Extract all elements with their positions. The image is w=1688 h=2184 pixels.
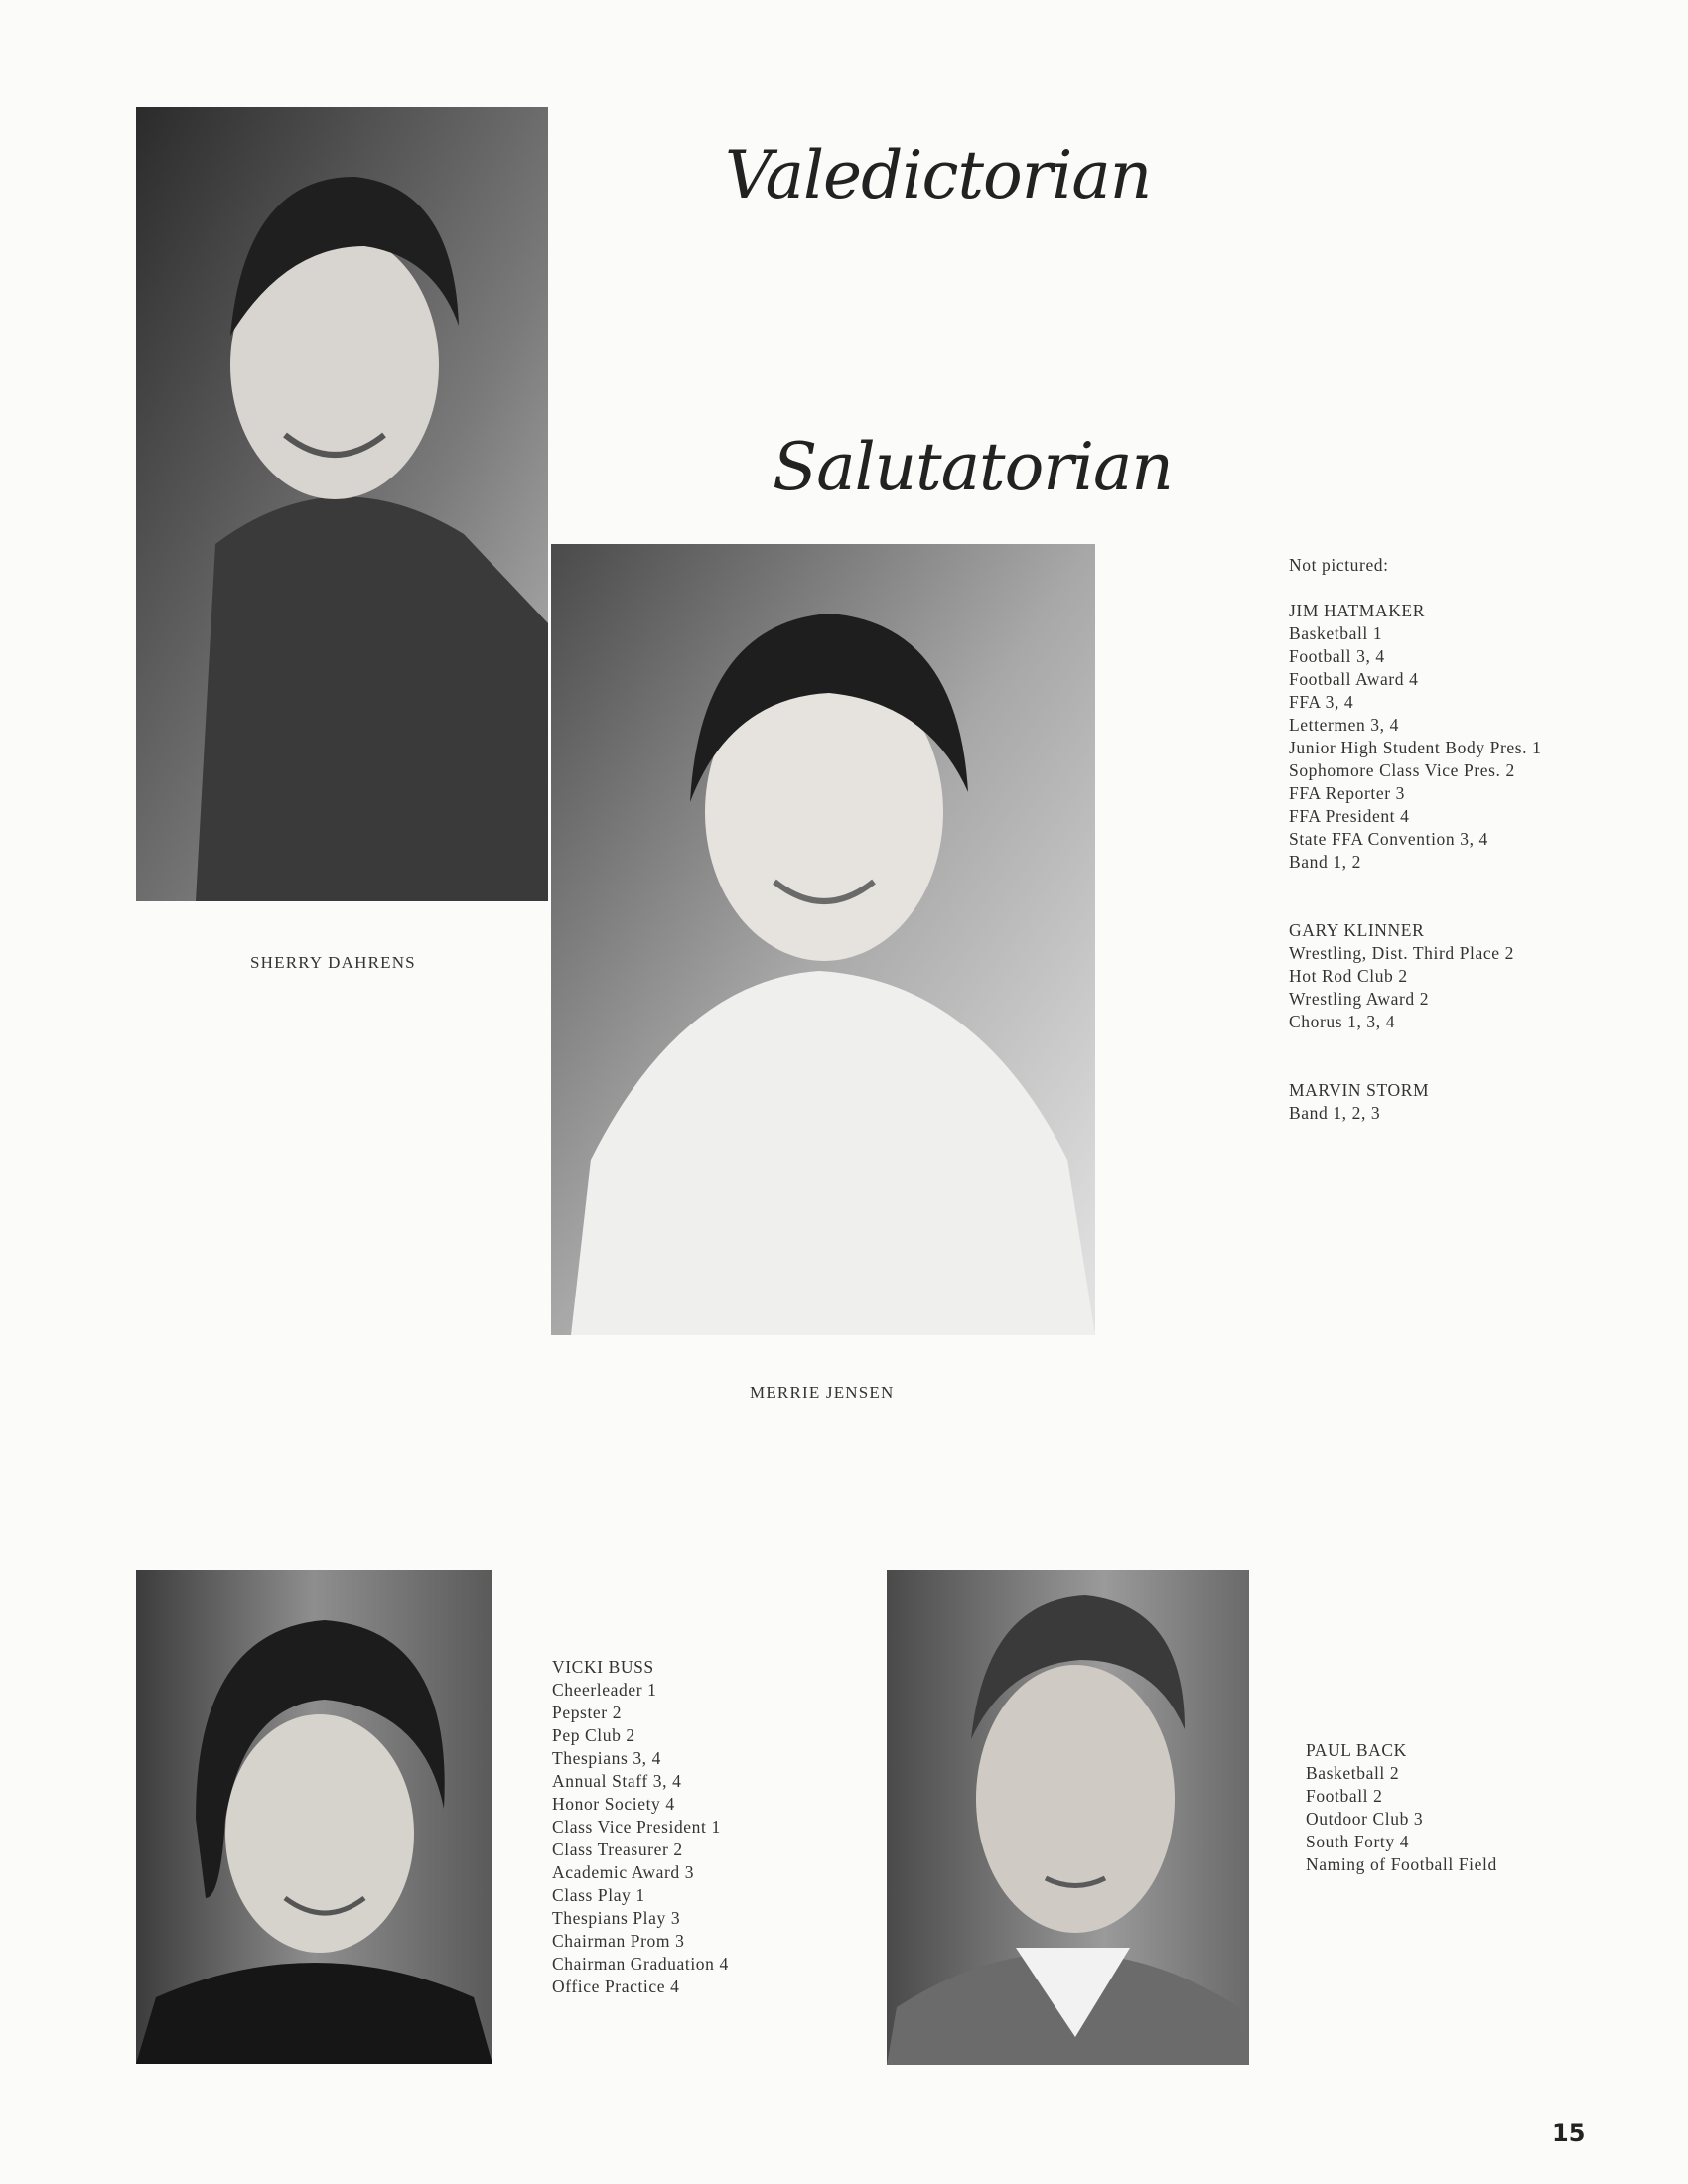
activity: Class Vice President 1 [552,1817,721,1837]
activity: Band 1, 2 [1289,852,1361,872]
salutatorian-heading: Salutatorian [773,429,1173,505]
activity: FFA President 4 [1289,806,1410,826]
activity: South Forty 4 [1306,1832,1410,1851]
activity: FFA 3, 4 [1289,692,1354,712]
activity: State FFA Convention 3, 4 [1289,829,1488,849]
salutatorian-photo [551,544,1095,1335]
activity: Hot Rod Club 2 [1289,966,1408,986]
activity: Basketball 2 [1306,1763,1400,1783]
activity: Honor Society 4 [552,1794,675,1814]
activity: Junior High Student Body Pres. 1 [1289,738,1542,757]
activity: Pepster 2 [552,1703,623,1722]
activity: Chairman Graduation 4 [552,1954,729,1974]
student-name: PAUL BACK [1306,1740,1407,1760]
activity: FFA Reporter 3 [1289,783,1405,803]
not-pictured-label: Not pictured: [1289,555,1389,575]
activity: Class Treasurer 2 [552,1840,683,1859]
activity: Football Award 4 [1289,669,1419,689]
senior-info-vicki-buss [552,1656,729,1998]
page-number: 15 [1552,2119,1586,2147]
activity: Outdoor Club 3 [1306,1809,1424,1829]
activity: Thespians Play 3 [552,1908,681,1928]
activity: Wrestling Award 2 [1289,989,1430,1009]
student-name: VICKI BUSS [552,1657,654,1677]
activity: Thespians 3, 4 [552,1748,661,1768]
activity: Cheerleader 1 [552,1680,657,1700]
student-name: JIM HATMAKER [1289,601,1425,620]
activity: Football 2 [1306,1786,1383,1806]
valedictorian-heading: Valedictorian [725,137,1152,213]
activity: Football 3, 4 [1289,646,1385,666]
student-name: GARY KLINNER [1289,920,1425,940]
senior-photo-paul-back [887,1570,1249,2065]
not-pictured-list [1289,554,1541,1125]
activity: Lettermen 3, 4 [1289,715,1399,735]
senior-photo-vicki-buss [136,1570,492,2064]
activity: Chairman Prom 3 [552,1931,685,1951]
activity: Naming of Football Field [1306,1854,1497,1874]
activity: Office Practice 4 [552,1977,680,1996]
activity: Band 1, 2, 3 [1289,1103,1381,1123]
student-name: MARVIN STORM [1289,1080,1430,1100]
valedictorian-photo [136,107,548,901]
salutatorian-name: MERRIE JENSEN [750,1383,895,1402]
activity: Chorus 1, 3, 4 [1289,1012,1396,1031]
activity: Academic Award 3 [552,1862,695,1882]
activity: Basketball 1 [1289,623,1383,643]
activity: Class Play 1 [552,1885,645,1905]
activity: Sophomore Class Vice Pres. 2 [1289,760,1515,780]
valedictorian-name: SHERRY DAHRENS [250,953,416,972]
activity: Wrestling, Dist. Third Place 2 [1289,943,1514,963]
activity: Annual Staff 3, 4 [552,1771,682,1791]
activity: Pep Club 2 [552,1725,635,1745]
senior-info-paul-back [1306,1739,1497,1876]
